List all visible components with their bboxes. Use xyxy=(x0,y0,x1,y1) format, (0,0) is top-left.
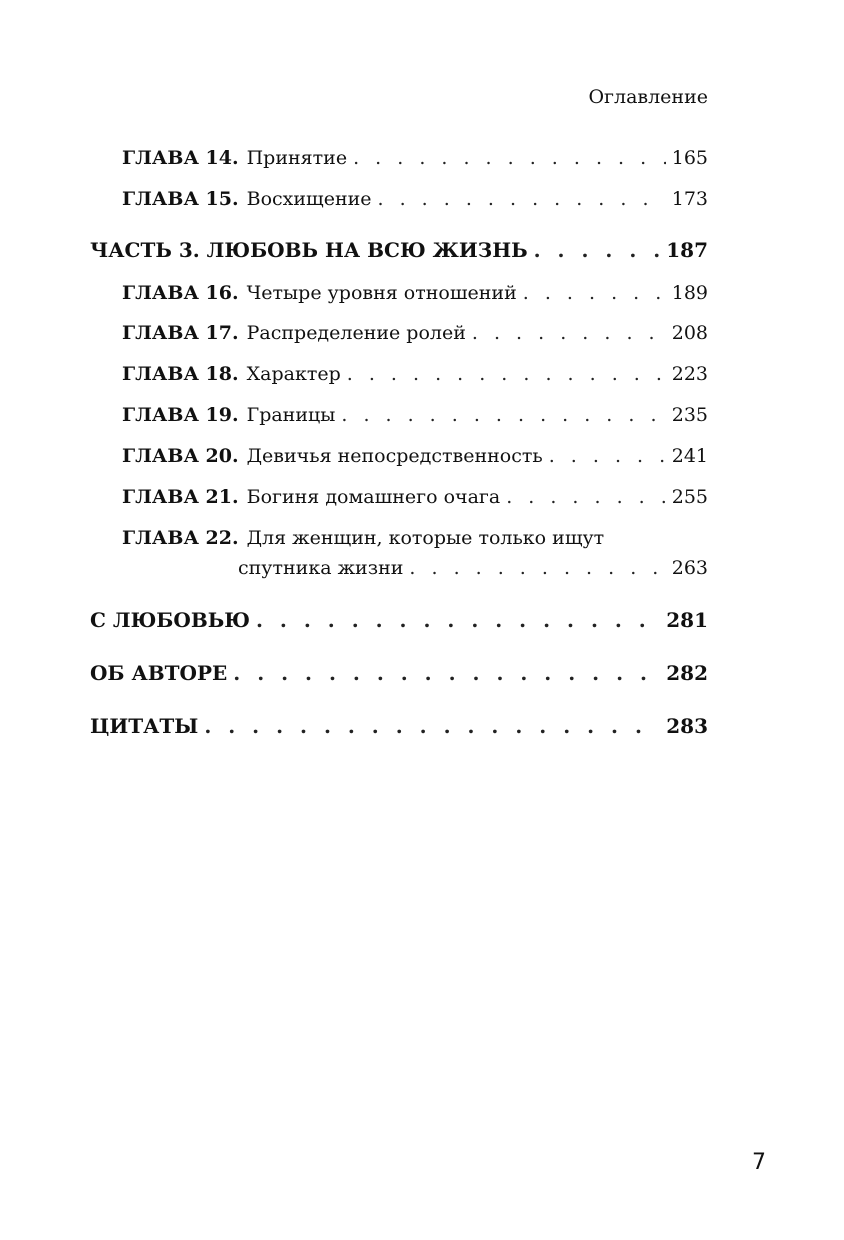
chapter-title: Границы xyxy=(246,404,336,426)
toc-entry-quotes[interactable] xyxy=(90,714,708,738)
dot-leader xyxy=(472,321,666,345)
running-title: Оглавление xyxy=(588,86,708,108)
page-number: 223 xyxy=(671,363,708,385)
page-folio: 7 xyxy=(752,1150,766,1175)
page-number: 263 xyxy=(671,557,708,579)
chapter-number: ГЛАВА 22. xyxy=(122,527,239,549)
chapter-number: ГЛАВА 19. xyxy=(122,404,239,426)
chapter-title: Распределение ролей xyxy=(246,322,466,344)
toc-entry-ch14[interactable] xyxy=(122,146,708,170)
chapter-number: ГЛАВА 14. xyxy=(122,147,239,169)
dot-leader xyxy=(378,187,666,211)
dot-leader xyxy=(409,556,665,580)
dot-leader xyxy=(347,362,666,386)
toc-entry-ch19[interactable] xyxy=(122,403,708,427)
toc-entry-ch22[interactable] xyxy=(122,526,708,580)
toc-entry-ch15[interactable] xyxy=(122,187,708,211)
chapter-number: ГЛАВА 17. xyxy=(122,322,239,344)
chapter-number: ГЛАВА 16. xyxy=(122,282,239,304)
chapter-title: Принятие xyxy=(246,147,348,169)
toc-entry-ch16[interactable] xyxy=(122,281,708,305)
section-title: ЦИТАТЫ xyxy=(90,714,199,738)
chapter-title: Девичья непосредственность xyxy=(246,445,543,467)
page-number: 208 xyxy=(671,322,708,344)
section-title: ОБ АВТОРЕ xyxy=(90,661,228,685)
dot-leader xyxy=(523,281,666,305)
chapter-title: Восхищение xyxy=(246,188,372,210)
dot-leader xyxy=(233,661,660,685)
chapter-number: ГЛАВА 21. xyxy=(122,486,239,508)
dot-leader xyxy=(506,485,666,509)
dot-leader xyxy=(353,146,666,170)
toc-entry-ch20[interactable] xyxy=(122,444,708,468)
dot-leader xyxy=(549,444,666,468)
toc-entry-ch17[interactable] xyxy=(122,321,708,345)
dot-leader xyxy=(204,714,660,738)
dot-leader xyxy=(256,608,660,632)
chapter-title: Четыре уровня отношений xyxy=(246,282,517,304)
page-number: 255 xyxy=(671,486,708,508)
chapter-title: Богиня домашнего очага xyxy=(246,486,501,508)
page-number: 283 xyxy=(666,714,708,738)
page-number: 282 xyxy=(666,661,708,685)
page-number: 281 xyxy=(666,608,708,632)
page-number: 187 xyxy=(666,238,708,262)
chapter-number: ГЛАВА 20. xyxy=(122,445,239,467)
toc-entry-with-love[interactable] xyxy=(90,608,708,632)
toc-entry-part3[interactable] xyxy=(90,238,708,262)
dot-leader xyxy=(534,238,661,262)
chapter-title: Характер xyxy=(246,363,341,385)
toc-entry-ch21[interactable] xyxy=(122,485,708,509)
chapter-title-line2: спутника жизни xyxy=(238,557,404,579)
page-number: 241 xyxy=(671,445,708,467)
page-number: 235 xyxy=(671,404,708,426)
page-number: 189 xyxy=(671,282,708,304)
page-number: 173 xyxy=(671,188,708,210)
page-number: 165 xyxy=(671,147,708,169)
chapter-title-line1: Для женщин, которые только ищут xyxy=(246,527,605,549)
chapter-number: ГЛАВА 15. xyxy=(122,188,239,210)
part-title: ЧАСТЬ 3. ЛЮБОВЬ НА ВСЮ ЖИЗНЬ xyxy=(90,238,528,262)
dot-leader xyxy=(341,403,665,427)
toc-entry-ch18[interactable] xyxy=(122,362,708,386)
section-title: С ЛЮБОВЬЮ xyxy=(90,608,250,632)
chapter-number: ГЛАВА 18. xyxy=(122,363,239,385)
toc-entry-about-author[interactable] xyxy=(90,661,708,685)
